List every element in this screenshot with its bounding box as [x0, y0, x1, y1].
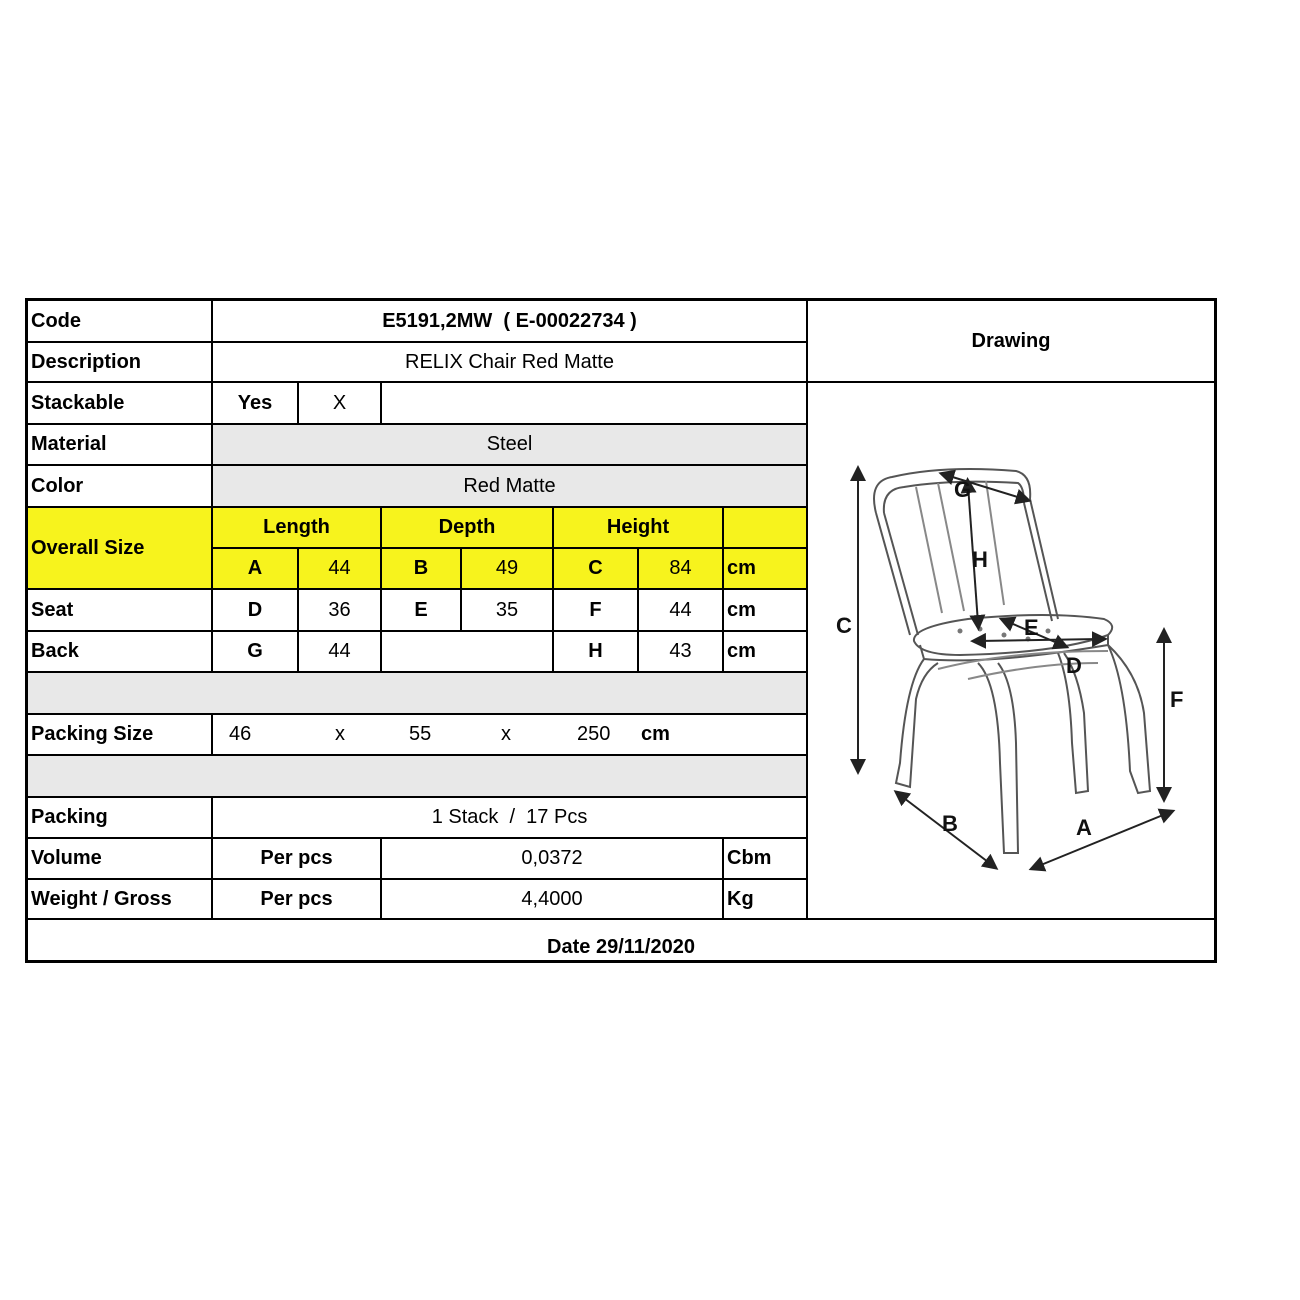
volume-per: Per pcs — [213, 839, 382, 880]
packing-size-height: 250 — [577, 723, 611, 745]
seat-label: Seat — [28, 590, 213, 632]
volume-label: Volume — [28, 839, 213, 880]
drawing-label-a: A — [1076, 815, 1092, 840]
color-label: Color — [28, 466, 213, 508]
packing-value: 1 Stack / 17 Pcs — [213, 798, 808, 839]
drawing-label-c: C — [836, 613, 852, 638]
dim-h-letter: H — [554, 632, 639, 673]
packing-size-length: 46 — [229, 723, 252, 745]
drawing-label-g: G — [954, 477, 972, 502]
length-header: Length — [213, 508, 382, 549]
dim-c-letter: C — [554, 549, 639, 590]
depth-header: Depth — [382, 508, 554, 549]
back-unit: cm — [724, 632, 808, 673]
packing-size-row — [213, 715, 808, 756]
material-label: Material — [28, 425, 213, 466]
drawing-label-h: H — [972, 547, 988, 572]
chair-drawing — [808, 383, 1214, 920]
description-label: Description — [28, 343, 213, 383]
dim-b-letter: B — [382, 549, 462, 590]
drawing-title: Drawing — [808, 301, 1214, 383]
stackable-label: Stackable — [28, 383, 213, 425]
dim-f-value: 44 — [639, 590, 724, 632]
drawing-label-e: E — [1024, 615, 1039, 640]
weight-unit: Kg — [724, 880, 808, 920]
volume-value: 0,0372 — [382, 839, 724, 880]
back-label: Back — [28, 632, 213, 673]
dim-g-value: 44 — [299, 632, 382, 673]
dim-g-letter: G — [213, 632, 299, 673]
overall-unit-header — [724, 508, 808, 549]
code-value: E5191,2MW ( E-00022734 ) — [213, 301, 808, 343]
dim-d-letter: D — [213, 590, 299, 632]
stackable-empty — [382, 383, 808, 425]
color-value: Red Matte — [213, 466, 808, 508]
dim-a-value: 44 — [299, 549, 382, 590]
seat-unit: cm — [724, 590, 808, 632]
drawing-label-f: F — [1170, 687, 1184, 712]
dim-a-letter: A — [213, 549, 299, 590]
height-header: Height — [554, 508, 724, 549]
description-value: RELIX Chair Red Matte — [213, 343, 808, 383]
dim-e-letter: E — [382, 590, 462, 632]
spacer-row-2 — [28, 756, 808, 798]
dim-c-value: 84 — [639, 549, 724, 590]
dim-e-value: 35 — [462, 590, 554, 632]
packing-size-width: 55 — [409, 723, 432, 745]
drawing-label-d: D — [1066, 653, 1082, 678]
dim-d-value: 36 — [299, 590, 382, 632]
packing-size-times-2: x — [501, 723, 511, 745]
weight-label: Weight / Gross — [28, 880, 213, 920]
stackable-yes: Yes — [213, 383, 299, 425]
drawing-label-b: B — [942, 811, 958, 836]
material-value: Steel — [213, 425, 808, 466]
product-spec-sheet — [25, 298, 1217, 963]
weight-value: 4,4000 — [382, 880, 724, 920]
back-empty — [382, 632, 554, 673]
overall-size-label: Overall Size — [28, 508, 213, 590]
packing-size-unit: cm — [641, 723, 670, 745]
code-label: Code — [28, 301, 213, 343]
spacer-row-1 — [28, 673, 808, 715]
chair-outline — [874, 469, 1150, 853]
stackable-mark: X — [299, 383, 382, 425]
weight-per: Per pcs — [213, 880, 382, 920]
dim-f-letter: F — [554, 590, 639, 632]
overall-unit: cm — [724, 549, 808, 590]
date-footer: Date 29/11/2020 — [547, 935, 695, 958]
volume-unit: Cbm — [724, 839, 808, 880]
dim-b-value: 49 — [462, 549, 554, 590]
dim-h-value: 43 — [639, 632, 724, 673]
chair-diagram-svg — [808, 383, 1214, 918]
packing-size-label: Packing Size — [28, 715, 213, 756]
packing-label: Packing — [28, 798, 213, 839]
packing-size-times-1: x — [335, 723, 345, 745]
